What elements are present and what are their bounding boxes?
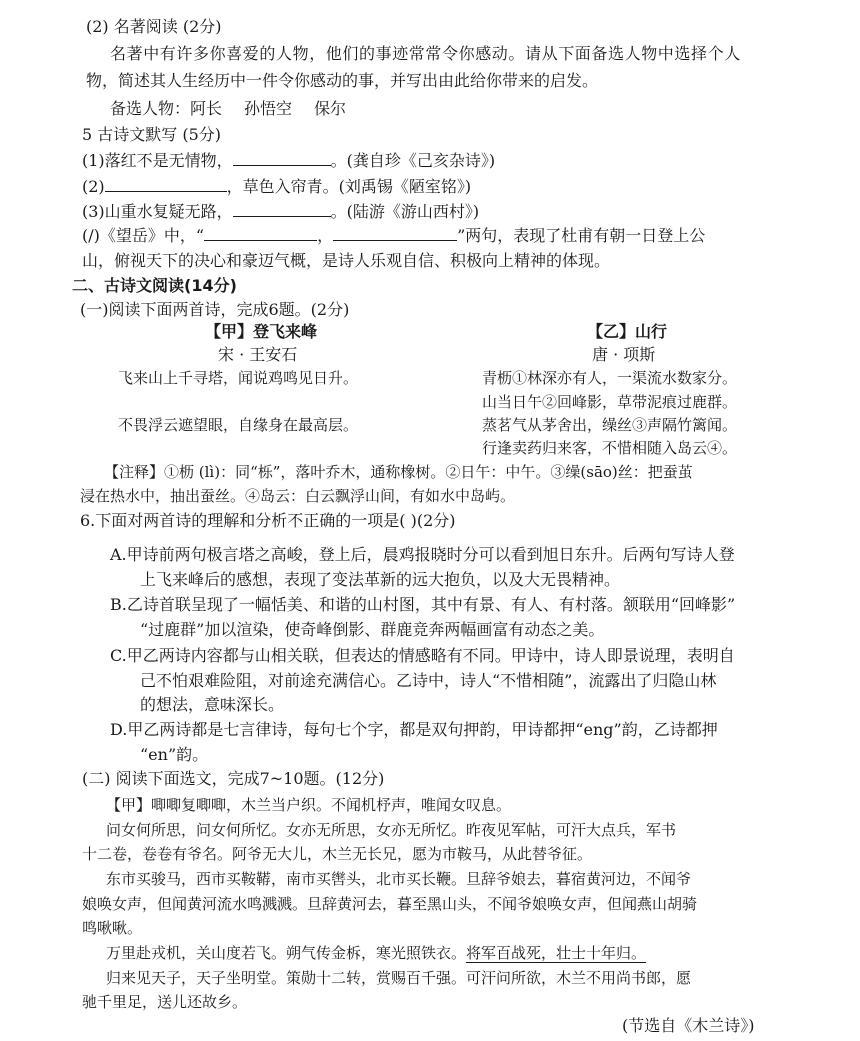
poem-line: 青枥①林深亦有人，一渠流水数家分。 <box>482 369 738 387</box>
option-b: B.乙诗首联呈现了一幅恬美、和谐的山村图，其中有景、有人、有村落。颔联用“回峰影” <box>110 595 736 614</box>
annotation-line: 浸在热水中，抽出蚕丝。④岛云：白云飘浮山间，有如水中岛屿。 <box>80 487 516 505</box>
passage-line: 东市买骏马，西市买鞍鞯，南市买辔头，北市买长鞭。旦辞爷娘去，暮宿黄河边，不闻爷 <box>106 870 692 888</box>
poem-title: 【甲】登飞来峰 <box>205 322 318 341</box>
candidate-name: 保尔 <box>314 99 347 118</box>
answer-blank[interactable] <box>333 226 457 241</box>
poem-author: 宋 · 王安石 <box>218 345 298 364</box>
answer-blank[interactable] <box>204 226 317 241</box>
question-5-title: 5 古诗文默写 (5分) <box>82 125 222 144</box>
option-c: C.甲乙两诗内容都与山相关联，但表达的情感略有不同。甲诗中，诗人即景说理，表明自 <box>110 646 735 665</box>
candidate-list <box>110 98 346 120</box>
fill-blank-item: (2) ，草色入帘青。(刘禹锡《陋室铭》) <box>82 177 472 196</box>
paragraph-line: 山，俯视天下的决心和豪迈气概，是诗人乐观自信、积极向上精神的体现。 <box>82 251 611 270</box>
poem-line: 不畏浮云遮望眼，自缘身在最高层。 <box>118 416 359 434</box>
option-d: D.甲乙两诗都是七言律诗，每句七个字，都是双句押韵，甲诗都押“eng”韵，乙诗都押 <box>110 720 718 739</box>
answer-blank[interactable] <box>233 151 331 166</box>
poem-line: 蒸茗气从茅舍出，缲丝③声隔竹篱闻。 <box>482 416 738 434</box>
annotation-line: 【注释】①枥 (lì)：同“栎”，落叶乔木，通称橡树。②日午：中午。③缲(sāo)丝：把蚕茧 <box>104 463 693 481</box>
candidate-label: 备选人物： <box>110 99 191 118</box>
passage-line: 万里赴戎机，关山度若飞。朔气传金柝，寒光照铁衣。将军百战死，壮士十年归。 <box>106 944 647 962</box>
section-intro: (二) 阅读下面选文，完成7~10题。(12分) <box>82 769 385 788</box>
fill-blank-item: (3)山重水复疑无路， 。(陆游《游山西村》) <box>82 202 480 221</box>
passage-line: 驰千里足，送儿还故乡。 <box>82 993 248 1011</box>
question-6-stem: 6.下面对两首诗的理解和分析不正确的一项是( )(2分) <box>80 511 456 530</box>
poem-line: 行逢卖药归来客，不惜相随入岛云④。 <box>482 439 738 457</box>
passage-line: 鸣啾啾。 <box>82 919 143 937</box>
poem-line: 山当日午②回峰影，草带泥痕过鹿群。 <box>482 393 738 411</box>
fill-blank-item: (1)落红不是无情物， 。(龚自珍《己亥杂诗》) <box>82 151 496 170</box>
option-d-cont: “en”韵。 <box>140 745 209 764</box>
option-a-cont: 上飞来峰后的感想，表现了变法革新的远大抱负，以及大无畏精神。 <box>140 570 621 589</box>
candidate-name: 阿长 <box>190 99 223 118</box>
section-title-classics: (2) 名著阅读 (2分) <box>86 17 222 36</box>
passage-line: 归来见天子，天子坐明堂。策勋十二转，赏赐百千强。可汗问所欲，木兰不用尚书郎，愿 <box>106 969 692 987</box>
option-c-cont: 的想法，意味深长。 <box>140 695 285 714</box>
poem-title: 【乙】山行 <box>587 322 668 341</box>
paragraph-line: 名著中有许多你喜爱的人物，他们的事迹常常令你感动。请从下面备选人物中选择个人 <box>110 44 741 63</box>
underlined-sentence: 将军百战死，壮士十年归。 <box>466 944 647 962</box>
passage-line: 娘唤女声，但闻黄河流水鸣溅溅。旦辞黄河去，暮至黑山头，不闻爷娘唤女声，但闻燕山胡骑 <box>82 895 698 913</box>
passage-line: 【甲】唧唧复唧唧，木兰当户织。不闻机杼声，唯闻女叹息。 <box>106 796 512 814</box>
paragraph-line: 物，简述其人生经历中一件令你感动的事，并写出由此给你带来的启发。 <box>86 71 599 90</box>
option-a: A.甲诗前两句极言塔之高峻，登上后，晨鸡报晓时分可以看到旭日东升。后两句写诗人登 <box>110 545 735 564</box>
section-title-reading: 二、古诗文阅读(14分) <box>72 276 237 295</box>
candidate-name: 孙悟空 <box>244 99 293 118</box>
section-intro: (一)阅读下面两首诗，完成6题。(2分) <box>80 300 350 319</box>
passage-line: 十二卷，卷卷有爷名。阿爷无大儿，木兰无长兄，愿为市鞍马，从此替爷征。 <box>82 845 593 863</box>
fill-blank-item: (/)《望岳》中，“ ， ”两句，表现了杜甫有朝一日登上公 <box>82 226 706 245</box>
passage-line: 问女何所思，问女何所忆。女亦无所思，女亦无所忆。昨夜见军帖，可汗大点兵，军书 <box>106 821 677 839</box>
source-citation: (节选自《木兰诗》) <box>622 1016 755 1035</box>
poem-author: 唐 · 项斯 <box>592 345 656 364</box>
option-b-cont: “过鹿群”加以渲染，使奇峰倒影、群鹿竞奔两幅画富有动态之美。 <box>140 620 605 639</box>
option-c-cont: 己不怕艰难险阻，对前途充满信心。乙诗中，诗人“不惜相随”，流露出了归隐山林 <box>140 671 717 690</box>
poem-line: 飞来山上千寻塔，闻说鸡鸣见日升。 <box>118 369 359 387</box>
answer-blank[interactable] <box>105 177 227 192</box>
answer-blank[interactable] <box>233 202 331 217</box>
